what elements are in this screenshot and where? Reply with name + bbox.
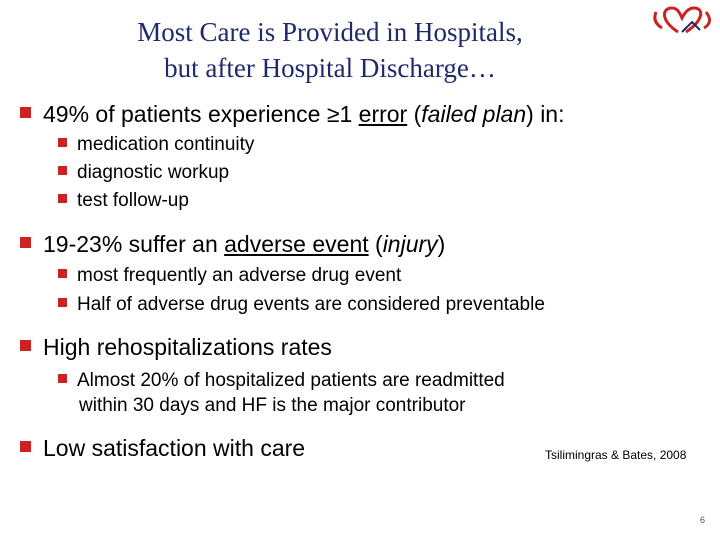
sub-bullet-marker bbox=[58, 194, 67, 203]
bullet-marker bbox=[20, 340, 31, 351]
bullet-2: 19-23% suffer an adverse event (injury) bbox=[20, 231, 445, 258]
bullet-marker bbox=[20, 237, 31, 248]
citation: Tsilimingras & Bates, 2008 bbox=[545, 448, 687, 462]
sub-bullet-marker bbox=[58, 298, 67, 307]
bullet-4: Low satisfaction with care bbox=[20, 435, 305, 462]
sub-bullet-marker bbox=[58, 166, 67, 175]
bullet-marker bbox=[20, 441, 31, 452]
sub-bullet: Almost 20% of hospitalized patients are readmitted bbox=[58, 367, 505, 394]
heart-logo-icon bbox=[648, 2, 718, 42]
bullet-1: 49% of patients experience ≥1 error (failed plan) in: bbox=[20, 101, 564, 128]
bullet-3: High rehospitalizations rates bbox=[20, 334, 332, 361]
sub-bullet: test follow-up bbox=[58, 187, 189, 214]
title-line-2: but after Hospital Discharge… bbox=[164, 53, 496, 83]
sub-bullet: most frequently an adverse drug event bbox=[58, 262, 401, 289]
slide-title bbox=[40, 14, 620, 86]
title-line-1: Most Care is Provided in Hospitals, bbox=[137, 17, 523, 47]
sub-bullet: Half of adverse drug events are considered preventable bbox=[58, 291, 545, 318]
bullet-marker bbox=[20, 107, 31, 118]
sub-bullet-marker bbox=[58, 374, 67, 383]
sub-bullet-marker bbox=[58, 138, 67, 147]
sub-bullet: diagnostic workup bbox=[58, 159, 229, 186]
page-number: 6 bbox=[700, 515, 706, 525]
sub-bullet-continuation: within 30 days and HF is the major contributor bbox=[79, 395, 466, 416]
sub-bullet-marker bbox=[58, 269, 67, 278]
sub-bullet: medication continuity bbox=[58, 131, 254, 158]
